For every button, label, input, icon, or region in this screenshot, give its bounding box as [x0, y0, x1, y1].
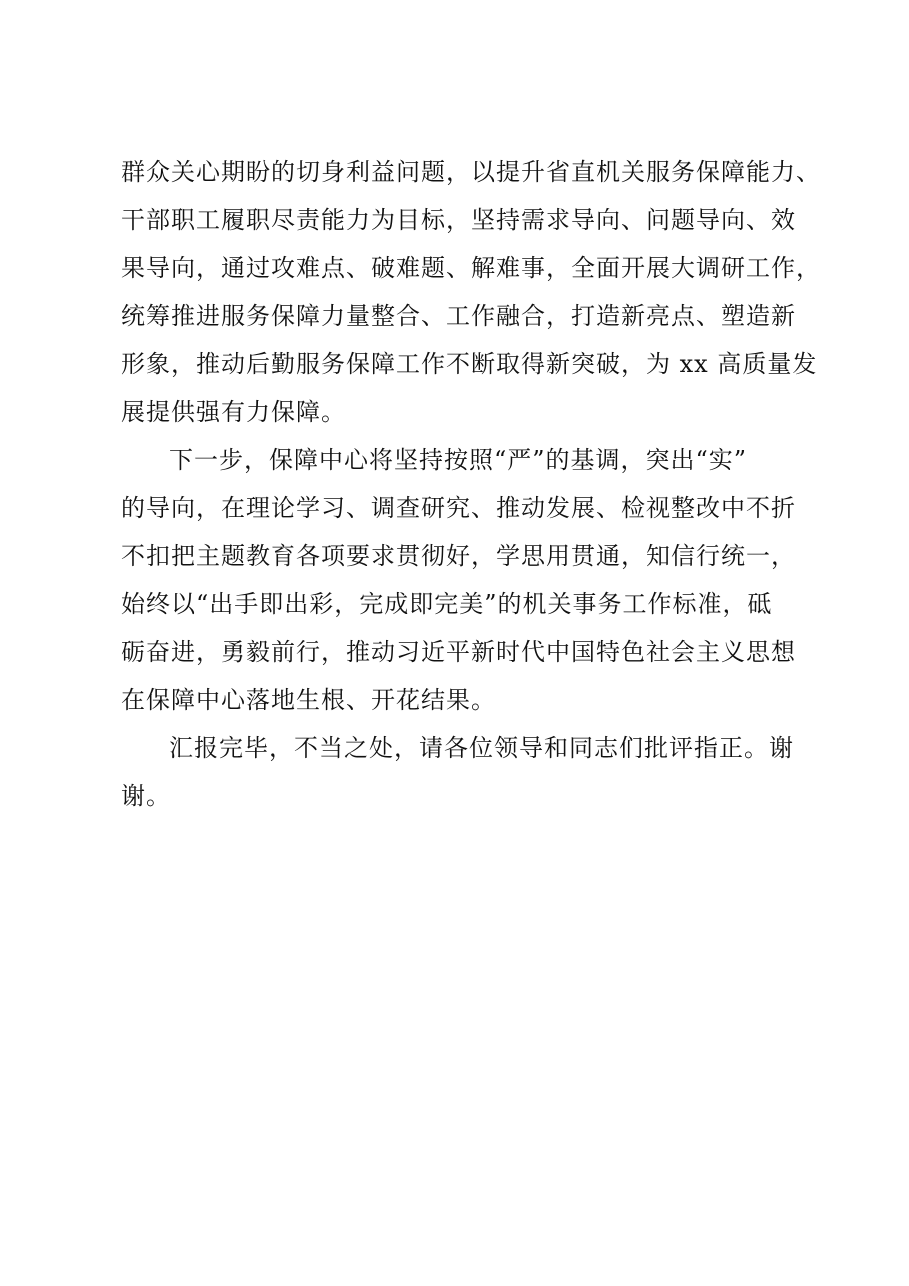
text-line: 不扣把主题教育各项要求贯彻好，学思用贯通，知信行统一，	[121, 542, 796, 570]
paragraph-1	[121, 148, 821, 436]
text-line: 始终以“出手即出彩，完成即完美”的机关事务工作标准，砥	[121, 590, 773, 618]
text-line: 形象，推动后勤服务保障工作不断取得新突破，为 xx 高质量发	[121, 350, 818, 378]
text-line: 汇报完毕，不当之处，请各位领导和同志们批评指正。谢	[169, 734, 794, 762]
text-line: 群众关心期盼的切身利益问题，以提升省直机关服务保障能力、	[121, 158, 821, 186]
text-line: 展提供强有力保障。	[121, 398, 346, 426]
text-line: 统筹推进服务保障力量整合、工作融合，打造新亮点、塑造新	[121, 302, 796, 330]
text-line: 果导向，通过攻难点、破难题、解难事，全面开展大调研工作，	[121, 254, 821, 282]
body-text	[121, 148, 821, 820]
paragraph-2	[121, 436, 801, 724]
text-line: 在保障中心落地生根、开花结果。	[121, 686, 496, 714]
text-line: 的导向，在理论学习、调查研究、推动发展、检视整改中不折	[121, 494, 796, 522]
paragraph-3	[121, 724, 801, 820]
text-line: 砺奋进，勇毅前行，推动习近平新时代中国特色社会主义思想	[121, 638, 796, 666]
text-line: 谢。	[121, 782, 171, 810]
text-line: 干部职工履职尽责能力为目标，坚持需求导向、问题导向、效	[121, 206, 796, 234]
text-line: 下一步，保障中心将坚持按照“严”的基调，突出“实”	[169, 446, 748, 474]
